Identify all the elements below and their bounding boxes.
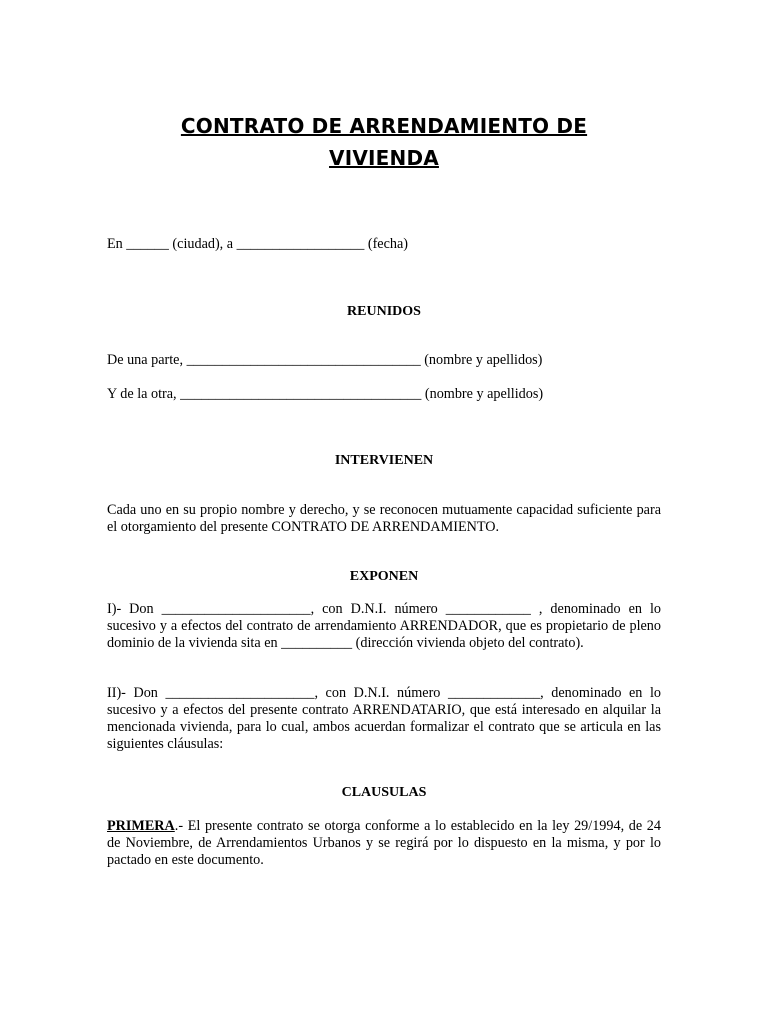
- section-heading-reunidos: REUNIDOS: [347, 304, 421, 319]
- document-title-line-1: CONTRATO DE ARRENDAMIENTO DE: [180, 114, 588, 138]
- exponen-paragraph-two: II)- Don _____________________, con D.N.I. número _____________, denominado en lo sucesivo y a efectos del presente contrato ARRENDATARIO, que está interesado en alquilar la mencionada vivienda, para lo cual, ambos acuerdan formalizar el contrato que se articula en las siguientes cláusulas:: [107, 685, 661, 752]
- party-one-line: De una parte, _________________________________ (nombre y apellidos): [107, 352, 543, 368]
- section-heading-exponen: EXPONEN: [349, 569, 419, 584]
- section-heading-clausulas: CLAUSULAS: [341, 785, 427, 800]
- place-date-line: En ______ (ciudad), a __________________ (fecha): [107, 236, 409, 252]
- clause-primera-paragraph: [107, 818, 661, 869]
- clause-primera-label: PRIMERA: [107, 818, 175, 834]
- clause-primera-text: .- El presente contrato se otorga conforme a lo establecido en la ley 29/1994, de 24 de Noviembre, de Arrendamientos Urbanos y se regirá por lo dispuesto en la misma, y por lo pactado en este documento.: [107, 818, 661, 868]
- exponen-paragraph-one: I)- Don _____________________, con D.N.I. número ____________ , denominado en lo sucesivo y a efectos del contrato de arrendamiento ARRENDADOR, que es propietario de pleno dominio de la vivienda sita en __________ (dirección vivienda objeto del contrato).: [107, 601, 661, 651]
- intervienen-paragraph: Cada uno en su propio nombre y derecho, y se reconocen mutuamente capacidad suficiente para el otorgamiento del presente CONTRATO DE ARRENDAMIENTO.: [107, 502, 661, 535]
- document-title-line-2: VIVIENDA: [329, 146, 439, 170]
- party-two-line: Y de la otra, __________________________________ (nombre y apellidos): [107, 386, 544, 402]
- section-heading-intervienen: INTERVIENEN: [334, 453, 434, 468]
